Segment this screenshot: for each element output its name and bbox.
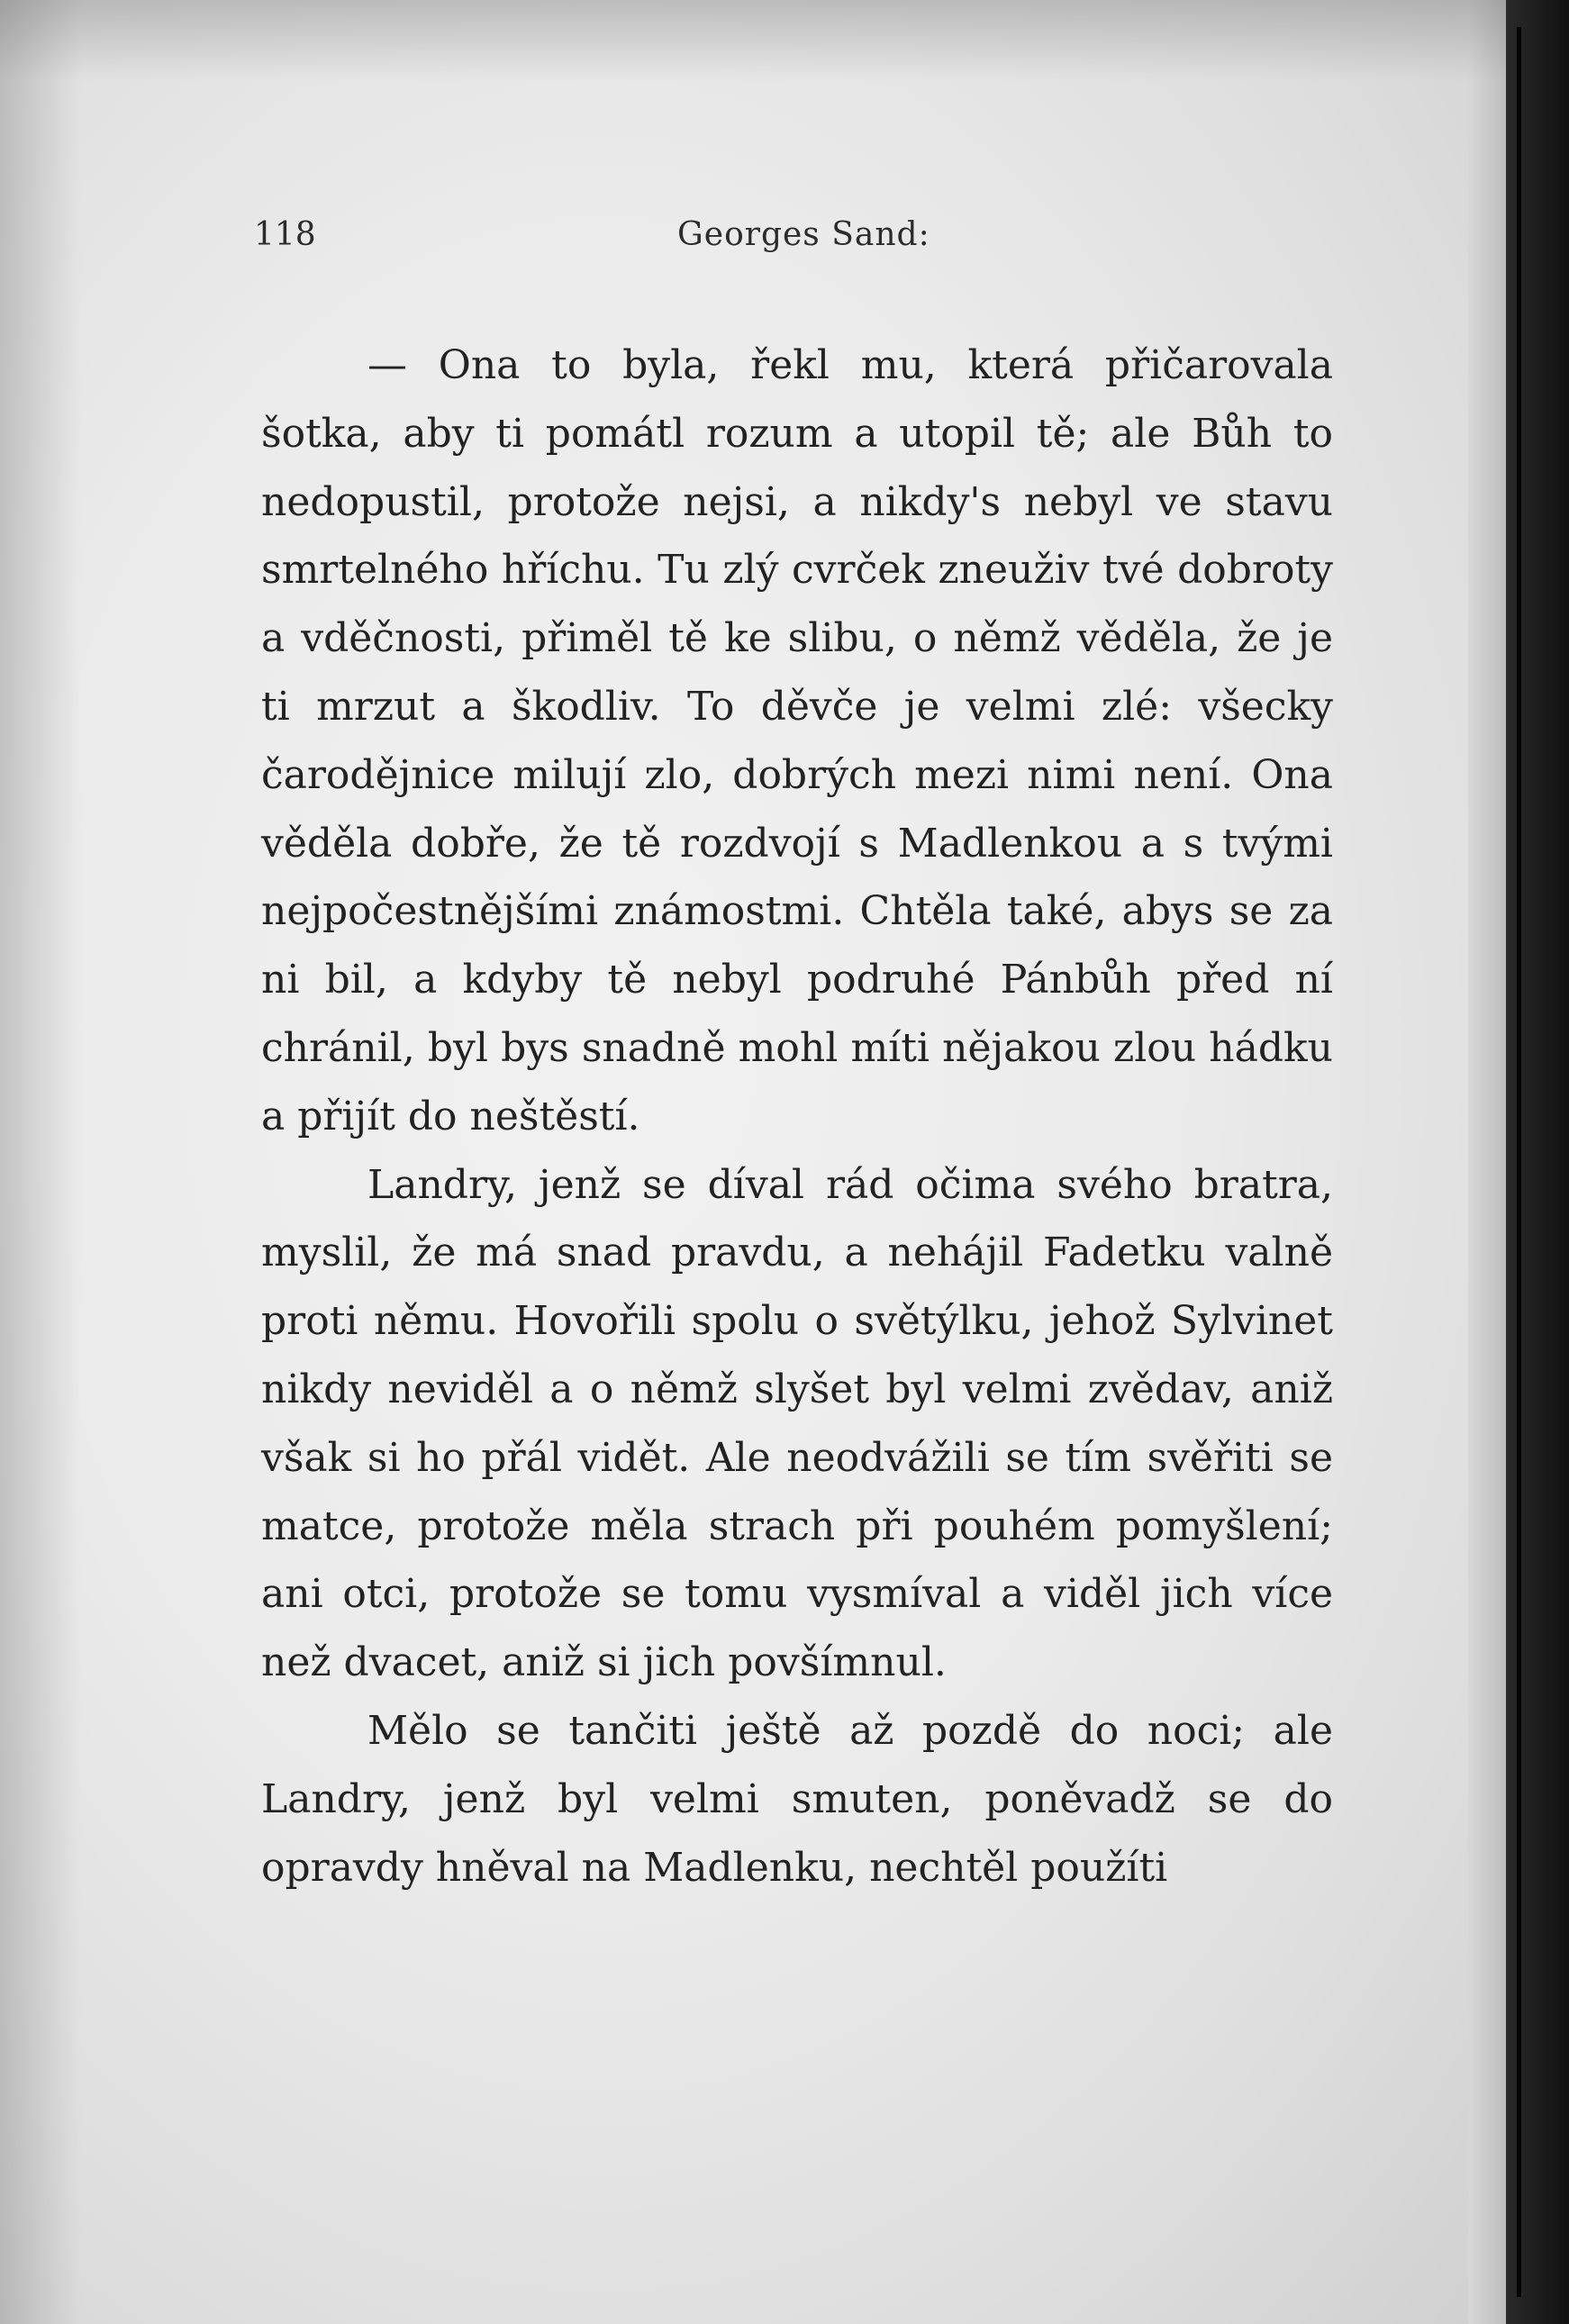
paragraph: Landry, jenž se díval rád očima svého bratra, myslil, že má snad pravdu, a nehájil Fadetku valně proti němu. Hovořili spolu o světýlku, jehož Sylvinet nikdy neviděl a o němž slyšet byl velmi zvědav, aniž však si ho přál vidět. Ale neodvážili se tím svěřiti se matce, protože měla strach při pouhém pomyšlení; ani otci, protože se tomu vysmíval a viděl jich více než dvacet, aniž si jich povšímnul. [261,1161,1333,1686]
paragraph: Mělo se tančiti ještě až pozdě do noci; ale Landry, jenž byl velmi smuten, poněvadž se do opravdy hněval na Madlenku, nechtěl použíti [261,1707,1333,1891]
running-head: Georges Sand: [677,216,930,253]
page-number: 118 [254,216,316,253]
page-header [254,216,1335,270]
book-edge [1506,0,1569,2324]
page-right-margin [1468,0,1506,2324]
binding-line [1517,27,1521,2297]
body-text [261,331,1333,1902]
paragraph: — Ona to byla, řekl mu, která přičarovala šotka, aby ti pomátl rozum a utopil tě; ale Bůh to nedopustil, protože nejsi, a nikdy's nebyl ve stavu smrtelného hříchu. Tu zlý cvrček zneuživ tvé dobroty a vděčnosti, přiměl tě ke slibu, o němž věděla, že je ti mrzut a škodliv. To děvče je velmi zlé: všecky čarodějnice milují zlo, dobrých mezi nimi není. Ona věděla dobře, že tě rozdvojí s Madlenkou a s tvými nejpočestnějšími známostmi. Chtěla také, abys se za ni bil, a kdyby tě nebyl podruhé Pánbůh před ní chránil, byl bys snadně mohl míti nějakou zlou hádku a přijít do neštěstí. [261,342,1333,1139]
